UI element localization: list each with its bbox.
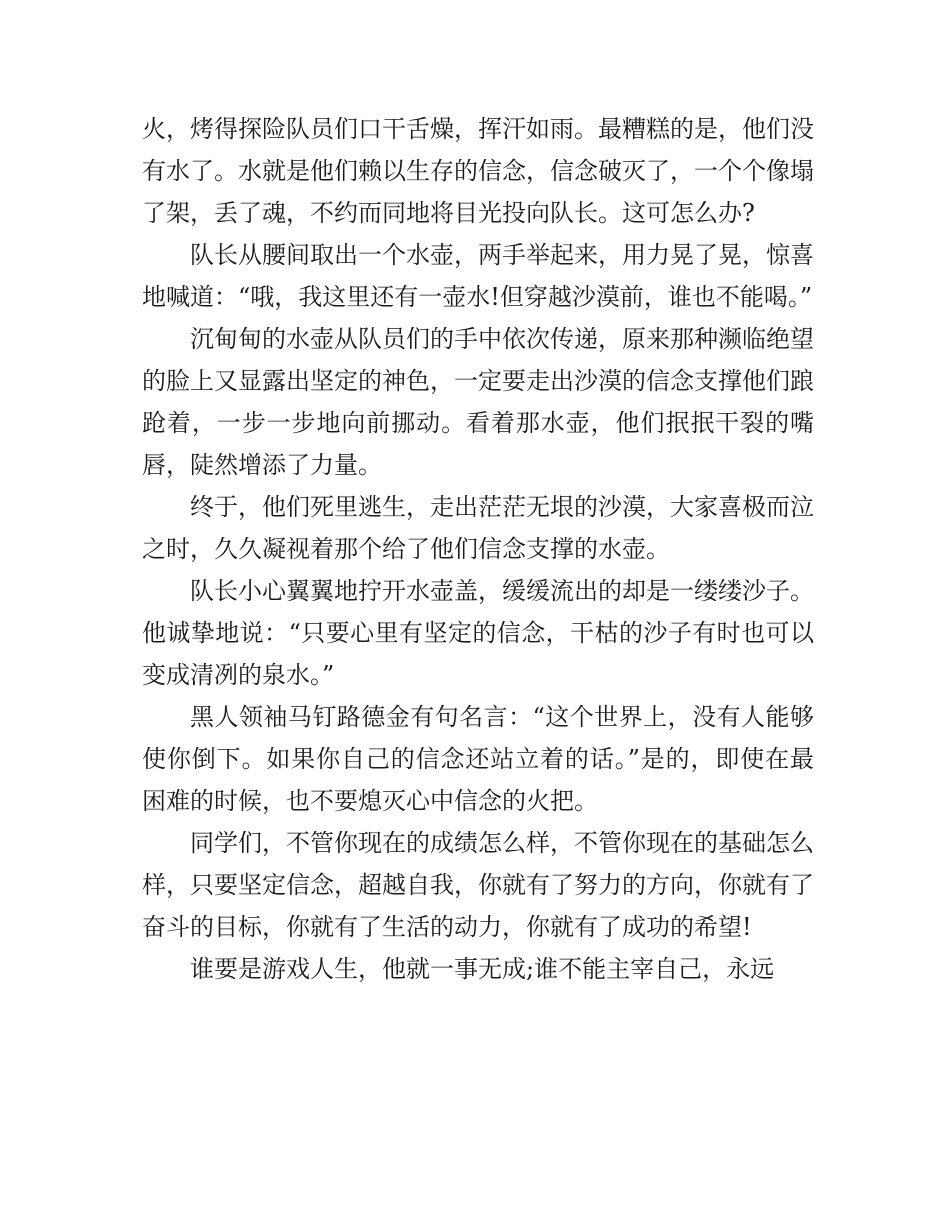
- paragraph: 队长从腰间取出一个水壶，两手举起来，用力晃了晃，惊喜地喊道：“哦，我这里还有一壶水!但穿越沙漠前，谁也不能喝。”: [142, 241, 814, 311]
- paragraph-truncated: 谁要是游戏人生，他就一事无成;谁不能主宰自己，永远: [190, 955, 775, 983]
- document-body: [142, 108, 814, 990]
- paragraph: 队长小心翼翼地拧开水壶盖，缓缓流出的却是一缕缕沙子。他诚挚地说：“只要心里有坚定的信念，干枯的沙子有时也可以变成清冽的泉水。”: [142, 577, 814, 689]
- paragraph: 沉甸甸的水壶从队员们的手中依次传递，原来那种濒临绝望的脸上又显露出坚定的神色，一定要走出沙漠的信念支撑他们踉跄着，一步一步地向前挪动。看着那水壶，他们抿抿干裂的嘴唇，陡然增添了力量。: [142, 325, 814, 479]
- paragraph: 同学们，不管你现在的成绩怎么样，不管你现在的基础怎么样，只要坚定信念，超越自我，你就有了努力的方向，你就有了奋斗的目标，你就有了生活的动力，你就有了成功的希望!: [142, 829, 814, 941]
- paragraph: 终于，他们死里逃生，走出茫茫无垠的沙漠，大家喜极而泣之时，久久凝视着那个给了他们信念支撑的水壶。: [142, 493, 814, 563]
- paragraph: 黑人领袖马钉路德金有句名言：“这个世界上，没有人能够使你倒下。如果你自己的信念还站立着的话。”是的，即使在最困难的时候，也不要熄灭心中信念的火把。: [142, 703, 814, 815]
- paragraph-continued: 火，烤得探险队员们口干舌燥，挥汗如雨。最糟糕的是，他们没有水了。水就是他们赖以生存的信念，信念破灭了，一个个像塌了架，丢了魂，不约而同地将目光投向队长。这可怎么办?: [142, 115, 814, 227]
